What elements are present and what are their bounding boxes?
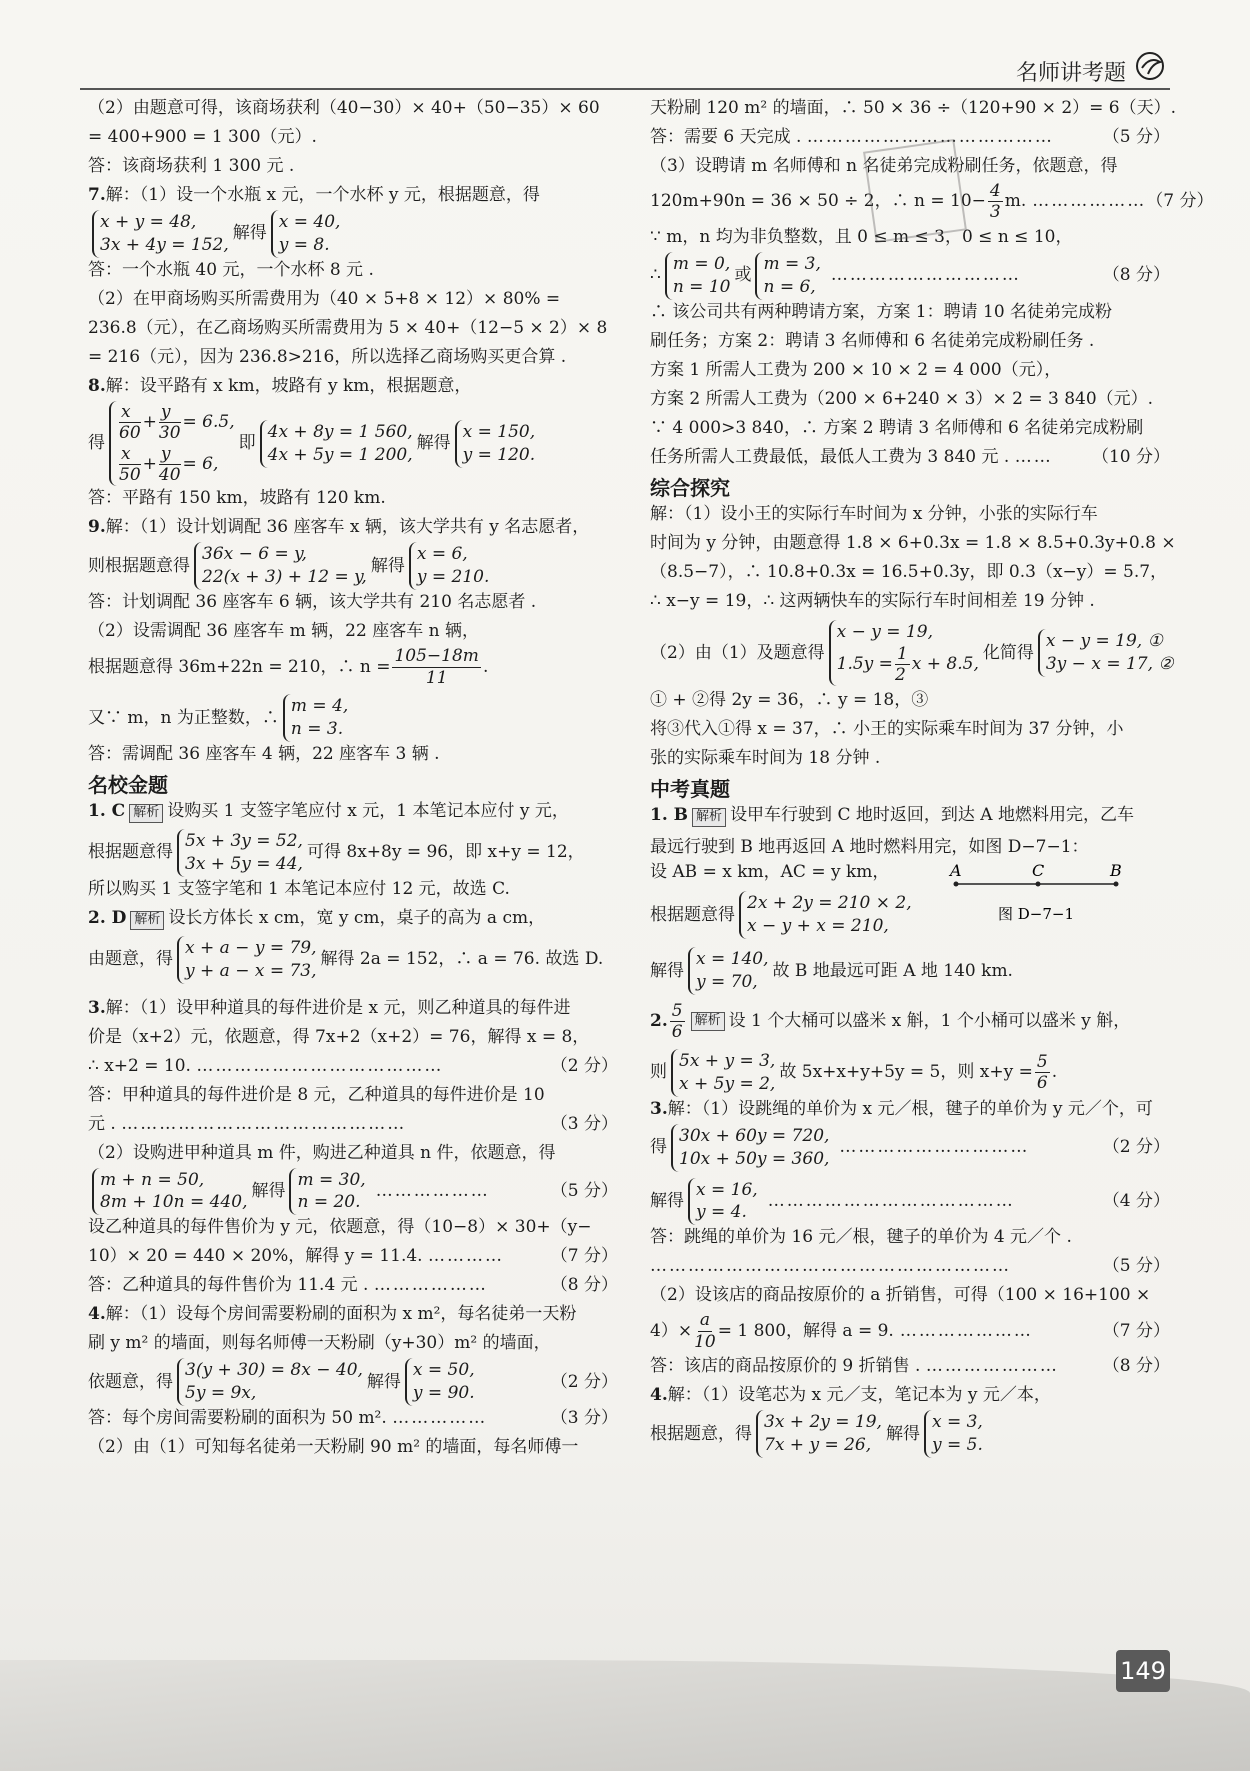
fraction: $\frac{5}{6}$ <box>1036 1051 1048 1094</box>
text-line: 236.8（元），在乙商场购买所需费用为 5 × 40+（12−5 × 2）× 8 <box>88 317 608 338</box>
solution-system: x = 140, y = 70, <box>688 947 769 995</box>
score-mark: （8 分） <box>1102 1356 1170 1377</box>
equation-system: x + a − y = 79, y + a − x = 73, <box>177 936 317 984</box>
text-fragment: m. <box>1004 191 1027 212</box>
text-fragment: 又∵ m，n 为正整数，∴ <box>88 707 279 728</box>
equation-system: 3(y + 30) = 8x − 40, 5y = 9x, <box>177 1358 363 1406</box>
section-heading-zonghe: 综合探究 <box>650 475 730 500</box>
solution-system <box>271 210 341 258</box>
fraction: $\frac{105-18m}{11}$ <box>394 646 479 688</box>
text-line: 解：（1）设笔芯为 x 元／支，笔记本为 y 元／本， <box>667 1385 1051 1406</box>
text-fragment: 得 <box>650 1137 667 1158</box>
equation-system: 3x + 2y = 19, 7x + y = 26, <box>756 1410 882 1458</box>
text-line: 设乙种道具的每件售价为 y 元，依题意，得（10−8）× 30+（y− <box>88 1217 592 1238</box>
score-mark: （2 分） <box>550 1055 618 1076</box>
text-fragment: 解得 <box>650 1190 684 1211</box>
answer-line: 答：跳绳的单价为 16 元／根，毽子的单价为 4 元／个 . <box>650 1227 1072 1248</box>
text-line: 答：甲种道具的每件进价是 8 元，乙种道具的每件进价是 10 <box>88 1084 545 1105</box>
score-mark: （5 分） <box>550 1180 618 1201</box>
answer-line: 答：一个水瓶 40 元，一个水杯 8 元 . <box>88 259 374 280</box>
point-label-a: A <box>949 864 962 881</box>
equation-system: m + n = 50, 8m + 10n = 440, <box>92 1168 247 1216</box>
text-line: ∵ m，n 均为非负整数，且 0 ≤ m ≤ 3，0 ≤ n ≤ 10， <box>650 226 1073 247</box>
problem-number: 2. <box>650 1011 668 1032</box>
text-line: 时间为 y 分钟，由题意得 1.8 × 6+0.3x = 1.8 × 8.5+0.3y+0.8 × <box>650 532 1176 553</box>
line-segment-diagram <box>946 864 1126 934</box>
solution-system: m = 3, n = 6, <box>755 252 820 300</box>
problem-number: 9. <box>88 517 106 538</box>
text-fragment: 120m+90n = 36 × 50 ÷ 2，∴ n = 10− <box>650 191 986 212</box>
text-fragment: 解得 <box>885 1423 920 1444</box>
score-mark: （8 分） <box>1102 265 1170 286</box>
text-line: 解：设平路有 x km，坡路有 y km，根据题意， <box>105 375 472 396</box>
fraction: $\frac{4}{3}$ <box>989 181 1001 223</box>
score-mark: （4 分） <box>1102 1190 1170 1211</box>
analysis-tag: 解析 <box>129 804 163 823</box>
equation: x = 40, <box>278 212 341 232</box>
text-line: （2）设购进甲种道具 m 件，购进乙种道具 n 件，依题意，得 <box>88 1142 556 1163</box>
equation-system <box>92 210 229 258</box>
text-fragment: 根据题意得 <box>88 842 173 863</box>
text-line: 价是（x+2）元，依题意，得 7x+2（x+2）= 76，解得 x = 8， <box>88 1026 590 1047</box>
equation: y = 8. <box>278 234 330 255</box>
answer-line: 答：需要 6 天完成 . <box>650 127 802 147</box>
solution-system: m = 4, n = 3. <box>283 694 348 742</box>
text-fragment: 解得 <box>416 433 451 454</box>
page-curl-shadow <box>0 1660 1250 1771</box>
text-line: 刷 y m² 的墙面，则每名师傅一天粉刷（y+30）m² 的墙面， <box>88 1333 551 1354</box>
text-line: 10）× 20 = 440 × 20%，解得 y = 11.4. <box>88 1246 423 1267</box>
text-line: = 400+900 = 1 300（元）. <box>88 127 317 147</box>
text-fragment: （2）由（1）及题意得 <box>650 642 825 663</box>
section-heading-mingxiao: 名校金题 <box>88 772 168 797</box>
text-fragment: 得 <box>88 433 105 454</box>
analysis-tag: 解析 <box>692 808 726 827</box>
header-title: 名师讲考题 <box>1015 61 1126 86</box>
score-mark: （8 分） <box>550 1275 618 1296</box>
solution-system: x = 150, y = 120. <box>455 420 536 468</box>
text-line: 解：（1）设计划调配 36 座客车 x 辆，该大学共有 y 名志愿者， <box>105 517 590 538</box>
problem-number: 8. <box>88 375 106 396</box>
text-line: （2）设该店的商品按原价的 a 折销售，可得（100 × 16+100 × <box>650 1285 1151 1306</box>
text-fragment: 根据题意得 36m+22n = 210，∴ n = <box>88 656 391 677</box>
score-mark: （7 分） <box>1146 191 1214 212</box>
text-line: = 216（元），因为 236.8>216，所以选择乙商场购买更合算 . <box>88 346 567 367</box>
text-line: 设 1 个大桶可以盛米 x 斛，1 个小桶可以盛米 y 斛， <box>728 1011 1131 1032</box>
text-line: 设长方体长 x cm，宽 y cm，桌子的高为 a cm， <box>168 907 546 928</box>
score-mark: （2 分） <box>550 1371 618 1392</box>
point-label-c: C <box>1031 864 1044 881</box>
text-fragment: 故 5x+x+y+5y = 5，则 x+y = <box>779 1062 1033 1083</box>
equation-system: 2x + 2y = 210 × 2, x − y + x = 210, <box>739 891 912 939</box>
text-fragment: 依题意，得 <box>88 1371 173 1392</box>
text-line: ∴ 该公司共有两种聘请方案，方案 1：聘请 10 名徒弟完成粉 <box>650 301 1113 322</box>
text-fragment: 解得 <box>251 1180 286 1201</box>
brand-logo-icon <box>1134 50 1170 82</box>
score-mark: （3 分） <box>550 1113 618 1134</box>
text-line: 刷任务；方案 2：聘请 3 名师傅和 6 名徒弟完成粉刷任务 . <box>650 330 1095 351</box>
answer-line: 答：该商场获利 1 300 元 . <box>88 156 295 176</box>
score-mark: （7 分） <box>1102 1320 1170 1341</box>
answer-line: 答：乙种道具的每件售价为 11.4 元 . <box>88 1275 369 1296</box>
text-line: ① + ②得 2y = 36，∴ y = 18，③ <box>650 690 929 711</box>
text-fragment: 或 <box>734 265 752 286</box>
text-line: ∴ x−y = 19，∴ 这两辆快车的实际行车时间相差 19 分钟 . <box>650 590 1095 611</box>
text-line: 解：（1）设甲种道具的每件进价是 x 元，则乙种道具的每件进 <box>105 997 571 1018</box>
text-line: 设甲车行驶到 C 地时返回，到达 A 地燃料用完，乙车 <box>730 805 1134 826</box>
text-fragment: 4）× <box>650 1320 693 1341</box>
problem-number: 2. D <box>88 907 127 928</box>
equation: 3x + 4y = 152, <box>100 234 229 255</box>
text-line: 将③代入①得 x = 37，∴ 小王的实际乘车时间为 37 分钟，小 <box>650 719 1124 740</box>
text-fragment: = 1 800，解得 a = 9. <box>717 1320 894 1341</box>
answer-line: 答：平路有 150 km，坡路有 120 km. <box>88 488 386 509</box>
text-line: 设 AB = x km，AC = y km， <box>650 862 890 883</box>
section-heading-zhongkao: 中考真题 <box>650 777 730 802</box>
text-line: 元 . <box>88 1113 116 1134</box>
text-fragment: 则根据题意得 <box>88 555 190 576</box>
fraction: $\frac{a}{10}$ <box>694 1310 716 1352</box>
text-line: 方案 2 所需人工费为（200 × 6+240 × 3）× 2 = 3 840（元）. <box>650 388 1154 409</box>
score-mark: （5 分） <box>1102 127 1170 147</box>
text-line: ∴ x+2 = 10. <box>88 1055 191 1076</box>
answer-line: 答：该店的商品按原价的 9 折销售 . <box>650 1356 921 1377</box>
equation-system: 36x − 6 = y, 22(x + 3) + 12 = y, <box>194 542 367 590</box>
text-fragment: 根据题意，得 <box>650 1423 752 1444</box>
solution-system: x = 50, y = 90. <box>405 1358 475 1406</box>
text-fragment: 化简得 <box>982 642 1034 663</box>
problem-number: 3. <box>650 1098 668 1119</box>
text-line: 解：（1）设小王的实际行车时间为 x 分钟，小张的实际行车 <box>650 503 1098 524</box>
equation-system: 30x + 60y = 720, 10x + 50y = 360, <box>671 1124 829 1172</box>
text-line: （8.5−7），∴ 10.8+0.3x = 16.5+0.3y，即 0.3（x−y）= 5.7， <box>650 561 1168 582</box>
text-fragment: 解得 <box>650 960 684 981</box>
problem-number: 1. C <box>88 800 126 821</box>
text-line: （3）设聘请 m 名师傅和 n 名徒弟完成粉刷任务，依题意，得 <box>650 156 1118 176</box>
text-line: （2）由题意可得，该商场获利（40−30）× 40+（50−35）× 60 <box>88 98 600 118</box>
fraction: $\frac{5}{6}$ <box>671 1001 683 1043</box>
problem-number: 1. B <box>650 805 689 826</box>
solution-system: x = 16, y = 4. <box>688 1178 758 1226</box>
answer-line: 答：需调配 36 座客车 4 辆，22 座客车 3 辆 . <box>88 743 440 764</box>
analysis-tag: 解析 <box>691 1012 725 1031</box>
problem-number: 3. <box>88 997 106 1018</box>
text-line: 解：（1）设一个水瓶 x 元，一个水杯 y 元，根据题意，得 <box>105 185 540 205</box>
text-line: 解：（1）设每个房间需要粉刷的面积为 x m²，每名徒弟一天粉 <box>105 1304 577 1325</box>
text-fragment: 故 B 地最远可距 A 地 140 km. <box>772 960 1013 981</box>
text-line: （2）设需调配 36 座客车 m 辆，22 座客车 n 辆， <box>88 621 479 642</box>
equation-system: $\frac{x}{60}$ + $\frac{y}{30}$ = 6.5, $\frac{x}{50}$ + $\frac{y}{40}$ = 6, <box>109 401 235 487</box>
text-line: 张的实际乘车时间为 18 分钟 . <box>650 748 881 769</box>
solution-system: x = 6, y = 210. <box>409 542 490 590</box>
problem-number: 4. <box>88 1304 106 1325</box>
text-line: 最远行驶到 B 地再返回 A 地时燃料用完，如图 D−7−1： <box>650 837 1089 858</box>
problem-number: 4. <box>650 1385 668 1406</box>
score-mark: （5 分） <box>1102 1256 1170 1277</box>
score-mark: （7 分） <box>550 1246 618 1267</box>
score-mark: （2 分） <box>1102 1137 1170 1158</box>
answer-line: 答：每个房间需要粉刷的面积为 50 m². <box>88 1408 387 1429</box>
watermark-stamp-icon <box>860 136 970 246</box>
text-fragment: 根据题意得 <box>650 904 735 925</box>
text-fragment: 解得 <box>232 223 267 244</box>
text-line: 设购买 1 支签字笔应付 x 元，1 本笔记本应付 y 元， <box>167 800 569 821</box>
right-column: 天粉刷 120 m² 的墙面，∴ 50 × 36 ÷（120+90 × 2）= 6（天）. 答：需要 6 天完成 . ………………………………… （5 分） （3）设聘请 m 名师傅和 n 名徒弟完成粉刷任务，依题意，得 120m+90n = 36 × 50 ÷ 2，∴ n = 10− $\frac{4}{3}$ m. ……………… （7 分） ∵ m，n 均为非负整数，且 0 ≤ m ≤ 3，0 ≤ n ≤ 10， ∴ m = 0, n = 10 或 m = 3, n = 6, ………………………… （8 分） ∴ 该公司共有两种聘请方案，方案 1：聘请 10 名徒弟完成粉 刷任务；方案 2：聘请 3 名师傅和 6 名徒弟完成粉刷任务 . 方案 1 所需人工费为 200 × 10 × 2 = 4 000（元）， 方案 2 所需人工费为（200 × 6+240 × 3）× 2 = 3 840（元）. ∵ 4 000>3 840，∴ 方案 2 聘请 3 名师傅和 6 名徒弟完成粉刷 任务所需人工费最低，最低人工费为 3 840 元 . …… （10 分） 综合探究 解：（1）设小王的实际行车时间为 x 分钟，小张的实际行车 时间为 y 分钟，由题意得 1.8 × 6+0.3x = 1.8 × 8.5+0.3y+0.8 × （8.5−7），∴ 10.8+0.3x = 16.5+0.3y，即 0.3（x−y）= 5.7， ∴ x−y = 19，∴ 这两辆快车的实际行车时间相差 19 分钟 . （2）由（1）及题意得 x − y = 19, 1.5y = $\frac{1}{2}$ x + 8.5, 化简得 x − y = 19, ① 3y − x = 17, ② ① + ②得 2y = 36，∴ y = 18，③ 将③代入①得 x = 37，∴ 小王的实际乘车时间为 37 分钟，小 张的实际乘车时间为 18 分钟 . 中考真题 1. B 解析 设甲车行驶到 C 地时返回，到达 A 地燃料用完，乙车 最远行驶到 B 地再返回 A 地时燃料用完，如图 D−7−1： 设 AB = x km，AC = y km， 根据题意得 2x + 2y = 210 × 2, x − y + x = 210, A C B 图 D−7−1 解得 x = 140, y = 70, 故 B 地最远可距 A 地 140 km. 2. $\frac{5}{6}$ 解析 设 1 个大桶可以盛米 x 斛，1 个小桶可以盛米 y 斛， 则 5x + y = 3, x + 5y = 2, 故 5x+x+y+5y = 5，则 x+y = $\frac{5}{6}$ . 3.解：（1）设跳绳的单价为 x 元／根，毽子的单价为 y 元／个，可 得 30x + 60y = 720, 10x + 50y = 360, ………………………… （2 分） 解得 x = 16, y = 4. ………………………………… （4 分） 答：跳绳的单价为 16 元／根，毽子的单价为 4 元／个 . ………………………………………………… （5 分） （2）设该店的商品按原价的 a 折销售，可得（100 × 16+100 × 4）× $\frac{a}{10}$ = 1 800，解得 a = 9. ………………… （7 分） 答：该店的商品按原价的 9 折销售 . ………………… （8 分） 4.解：（1）设笔芯为 x 元／支，笔记本为 y 元／本， 根据题意，得 3x + 2y = 19, 7x + y = 26, 解得 x = 3, y = 5. <box>650 100 1170 1462</box>
text-fragment: 解得 2a = 152，∴ a = 76. 故选 D. <box>320 949 604 970</box>
equation-system: 5x + 3y = 52, 3x + 5y = 44, <box>177 829 303 877</box>
solution-system: m = 0, n = 10 <box>665 252 731 300</box>
solution-system: x = 3, y = 5. <box>924 1410 983 1458</box>
point-label-b: B <box>1109 864 1122 881</box>
text-line: 任务所需人工费最低，最低人工费为 3 840 元 . <box>650 446 1010 467</box>
solution-system: m = 30, n = 20. <box>289 1168 365 1216</box>
text-fragment: 可得 8x+8y = 96，即 x+y = 12， <box>306 842 585 863</box>
left-column: （2）由题意可得，该商场获利（40−30）× 40+（50−35）× 60 = 400+900 = 1 300（元）. 答：该商场获利 1 300 元 . 7.解：（1）设一个水瓶 x 元，一个水杯 y 元，根据题意，得 x + y = 48, 3x + 4y = 152, 解得 x = 40, y = 8. 答：一个水瓶 40 元，一个水杯 8 元 . （2）在甲商场购买所需费用为（40 × 5+8 × 12）× 80% = 236.8（元），在乙商场购买所需费用为 5 × 40+（12−5 × 2）× 8 = 216（元），因为 236.8>216，所以选择乙商场购买更合算 . 8.解：设平路有 x km，坡路有 y km，根据题意， 得 $\frac{x}{60}$ + $\frac{y}{30}$ = 6.5, $\frac{x}{50}$ + $\frac{y}{40}$ = 6, 即 4x + 8y = 1 560, 4x + 5y = 1 200, 解得 x = 150, y = 120. 答：平路有 150 km，坡路有 120 km. 9.解：（1）设计划调配 36 座客车 x 辆，该大学共有 y 名志愿者， 则根据题意得 36x − 6 = y, 22(x + 3) + 12 = y, 解得 x = 6, y = 210. 答：计划调配 36 座客车 6 辆，该大学共有 210 名志愿者 . （2）设需调配 36 座客车 m 辆，22 座客车 n 辆， 根据题意得 36m+22n = 210，∴ n = $\frac{105-18m}{11}$ . 又∵ m，n 为正整数，∴ m = 4, n = 3. 答：需调配 36 座客车 4 辆，22 座客车 3 辆 . 名校金题 1. C 解析 设购买 1 支签字笔应付 x 元，1 本笔记本应付 y 元， 根据题意得 5x + 3y = 52, 3x + 5y = 44, 可得 8x+8y = 96，即 x+y = 12， 所以购买 1 支签字笔和 1 本笔记本应付 12 元，故选 C. 2. D 解析 设长方体长 x cm，宽 y cm，桌子的高为 a cm， 由题意，得 x + a − y = 79, y + a − x = 73, 解得 2a = 152，∴ a = 76. 故选 D. 3.解：（1）设甲种道具的每件进价是 x 元，则乙种道具的每件进 价是（x+2）元，依题意，得 7x+2（x+2）= 76，解得 x = 8， ∴ x+2 = 10. ………………………………… （2 分） 答：甲种道具的每件进价是 8 元，乙种道具的每件进价是 10 元 . ……………………………………… （3 分） （2）设购进甲种道具 m 件，购进乙种道具 n 件，依题意，得 m + n = 50, 8m + 10n = 440, 解得 m = 30, n = 20. ……………… （5 分） 设乙种道具的每件售价为 y 元，依题意，得（10−8）× 30+（y− 10）× 20 = 440 × 20%，解得 y = 11.4. ………… （7 分） 答：乙种道具的每件售价为 11.4 元 . ……………… （8 分） 4.解：（1）设每个房间需要粉刷的面积为 x m²，每名徒弟一天粉 刷 y m² 的墙面，则每名师傅一天粉刷（y+30）m² 的墙面， 依题意，得 3(y + 30) = 8x − 40, 5y = 9x, 解得 x = 50, y = 90. （2 分） 答：每个房间需要粉刷的面积为 50 m². …………… （3 分） （2）由（1）可知每名徒弟一天粉刷 90 m² 的墙面，每名师傅一 <box>88 98 618 1458</box>
score-mark: （10 分） <box>1091 446 1170 467</box>
score-mark: （3 分） <box>550 1408 618 1429</box>
text-line: 所以购买 1 支签字笔和 1 本笔记本应付 12 元，故选 C. <box>88 878 510 899</box>
text-line: （2）在甲商场购买所需费用为（40 × 5+8 × 12）× 80% = <box>88 288 561 309</box>
page-number: 149 <box>1116 1650 1170 1692</box>
text-fragment: ∴ <box>650 265 661 286</box>
equation-system: 4x + 8y = 1 560, 4x + 5y = 1 200, <box>260 420 413 468</box>
text-line: 方案 1 所需人工费为 200 × 10 × 2 = 4 000（元）， <box>650 359 1062 380</box>
equation-system: x − y = 19, 1.5y = $\frac{1}{2}$ x + 8.5, <box>829 620 979 687</box>
text-line: 解：（1）设跳绳的单价为 x 元／根，毽子的单价为 y 元／个，可 <box>667 1098 1153 1119</box>
problem-number: 7. <box>88 185 106 205</box>
text-fragment: 由题意，得 <box>88 949 173 970</box>
text-fragment: 则 <box>650 1062 667 1083</box>
figure-caption: 图 D−7−1 <box>997 905 1074 924</box>
answer-line: 答：计划调配 36 座客车 6 辆，该大学共有 210 名志愿者 . <box>88 592 537 613</box>
analysis-tag: 解析 <box>130 911 164 930</box>
equation: x + y = 48, <box>100 212 197 232</box>
equation-system: x − y = 19, ① 3y − x = 17, ② <box>1038 629 1174 677</box>
text-fragment: 解得 <box>366 1371 401 1392</box>
equation-system: 5x + y = 3, x + 5y = 2, <box>671 1049 775 1097</box>
page-header <box>80 48 1170 90</box>
text-line: ∵ 4 000>3 840，∴ 方案 2 聘请 3 名师傅和 6 名徒弟完成粉刷 <box>650 417 1144 438</box>
text-line: （2）由（1）可知每名徒弟一天粉刷 90 m² 的墙面，每名师傅一 <box>88 1437 579 1458</box>
text-line: 天粉刷 120 m² 的墙面，∴ 50 × 36 ÷（120+90 × 2）= 6（天）. <box>650 98 1177 118</box>
text-fragment: 解得 <box>370 555 405 576</box>
text-fragment: 即 <box>238 433 256 454</box>
